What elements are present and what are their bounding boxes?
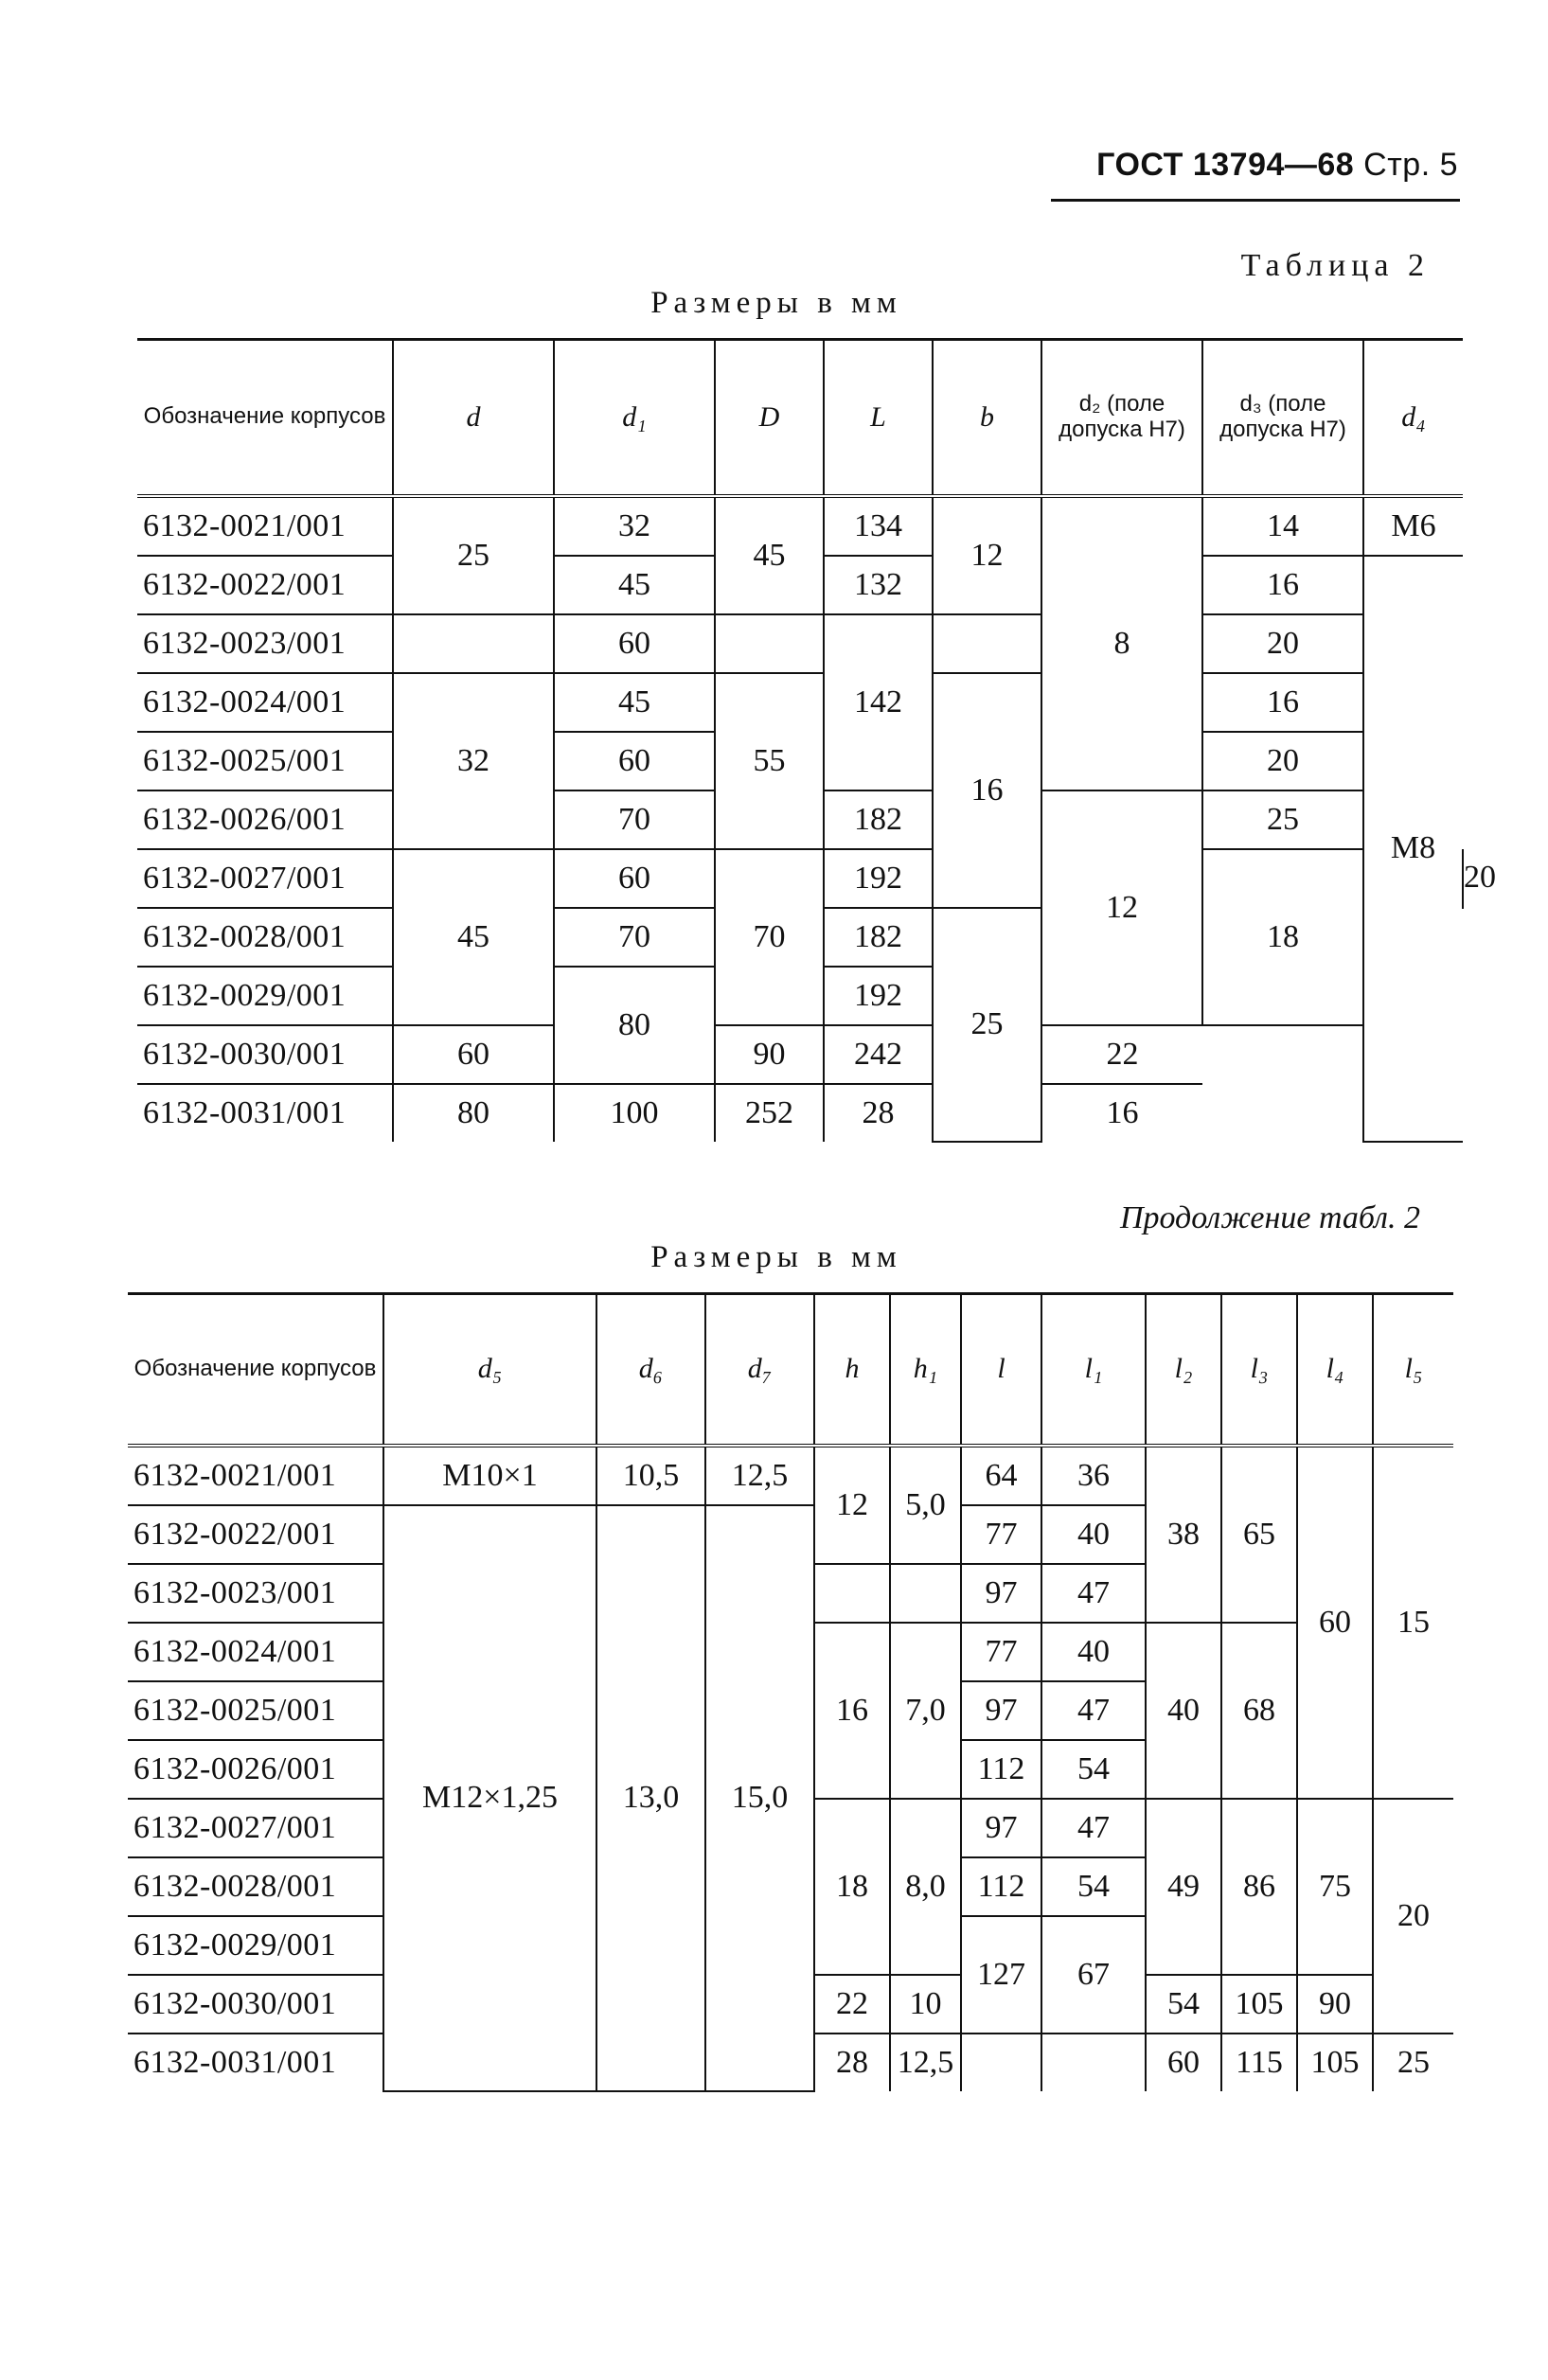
cell-L: 242 <box>824 1025 933 1084</box>
cell-d5: M10×1 <box>383 1446 596 1505</box>
header-l1: l₁ <box>1041 1294 1146 1446</box>
cell-h: 16 <box>814 1623 890 1799</box>
header-l: l <box>961 1294 1041 1446</box>
cell-d7: 12,5 <box>705 1446 814 1505</box>
header-name: Обозначение корпусов <box>137 340 393 496</box>
cell-l4: 75 <box>1297 1799 1373 1975</box>
cell-b: 12 <box>933 496 1041 614</box>
header-b: b <box>933 340 1041 496</box>
cell-D: 45 <box>715 496 824 614</box>
row-name: 6132-0028/001 <box>137 908 393 967</box>
header-d: d <box>393 340 554 496</box>
cell-d2: 8 <box>1041 496 1202 790</box>
cell-D: 90 <box>715 1025 824 1084</box>
cell-l3: 68 <box>1221 1623 1297 1799</box>
cell-l3: 105 <box>1221 1975 1297 2034</box>
header-L: L <box>824 340 933 496</box>
cell-h: 12 <box>814 1446 890 1564</box>
row-name: 6132-0029/001 <box>137 967 393 1025</box>
cell-L: 192 <box>824 967 933 1025</box>
cell-l1: 54 <box>1041 1857 1146 1916</box>
row-name: 6132-0027/001 <box>137 849 393 908</box>
cell-d1: 70 <box>554 790 715 849</box>
table1-caption: Таблица 2 <box>1240 248 1430 283</box>
cell-h1: 8,0 <box>890 1799 961 1975</box>
cell-l: 97 <box>961 1681 1041 1740</box>
row-name: 6132-0026/001 <box>137 790 393 849</box>
row-name: 6132-0027/001 <box>128 1799 383 1857</box>
row-name: 6132-0023/001 <box>128 1564 383 1623</box>
table2 <box>128 1292 1453 2092</box>
cell-d2: 12 <box>1041 790 1202 1025</box>
cell-d3: 25 <box>1202 790 1363 849</box>
page-header <box>1051 147 1458 184</box>
cell-d: 45 <box>393 849 554 1025</box>
cell-l3: 115 <box>1221 2034 1297 2091</box>
cell-d1: 70 <box>554 908 715 967</box>
cell-l2: 49 <box>1146 1799 1221 1975</box>
cell-l: 64 <box>961 1446 1041 1505</box>
cell-d: 25 <box>393 496 554 614</box>
row-name: 6132-0023/001 <box>137 614 393 673</box>
cell-l1: 40 <box>1041 1505 1146 1564</box>
cell-l: 77 <box>961 1505 1041 1564</box>
header-name: Обозначение корпусов <box>128 1294 383 1446</box>
cell-b: 22 <box>1041 1025 1202 1084</box>
cell-d6: 13,0 <box>596 1505 705 2091</box>
cell-d3: 20 <box>1202 614 1363 673</box>
cell-d4: M6 <box>1363 496 1463 556</box>
cell-b: 18 <box>1202 849 1363 1025</box>
cell-l2: 38 <box>1146 1446 1221 1623</box>
cell-h1 <box>890 1564 961 1623</box>
cell-L: 182 <box>824 790 933 849</box>
table2-units: Размеры в мм <box>650 1240 902 1274</box>
cell-h <box>814 1564 890 1623</box>
cell-L: 252 <box>715 1084 824 1142</box>
page-number: Стр. 5 <box>1363 147 1458 183</box>
row-name: 6132-0021/001 <box>137 496 393 556</box>
cell-l: 97 <box>961 1799 1041 1857</box>
row-name: 6132-0021/001 <box>128 1446 383 1505</box>
cell-d3: 16 <box>1202 673 1363 732</box>
cell-l4: 90 <box>1297 1975 1373 2034</box>
cell-h1: 10 <box>890 1975 961 2034</box>
cell-l <box>961 2034 1041 2091</box>
cell-l: 77 <box>961 1623 1041 1681</box>
row-name: 6132-0030/001 <box>128 1975 383 2034</box>
cell-l1: 67 <box>1041 1916 1146 2034</box>
row-name: 6132-0028/001 <box>128 1857 383 1916</box>
cell-d6: 10,5 <box>596 1446 705 1505</box>
row-name: 6132-0022/001 <box>137 556 393 614</box>
header-d2: d₂ (поле допуска H7) <box>1041 340 1202 496</box>
cell-l: 97 <box>961 1564 1041 1623</box>
cell-d4: M8 <box>1363 556 1463 1142</box>
cell-l1: 47 <box>1041 1564 1146 1623</box>
cell-l1: 47 <box>1041 1799 1146 1857</box>
cell-h: 22 <box>814 1975 890 2034</box>
cell-d1: 60 <box>554 732 715 790</box>
row-name: 6132-0022/001 <box>128 1505 383 1564</box>
header-d4: d₄ <box>1363 340 1463 496</box>
cell-l2: 54 <box>1146 1975 1221 2034</box>
cell-D <box>715 614 824 673</box>
cell-l5: 20 <box>1373 1799 1453 2034</box>
header-d7: d₇ <box>705 1294 814 1446</box>
cell-d7: 15,0 <box>705 1505 814 2091</box>
cell-h1: 7,0 <box>890 1623 961 1799</box>
row-name: 6132-0025/001 <box>137 732 393 790</box>
cell-d1: 60 <box>554 614 715 673</box>
cell-l: 112 <box>961 1857 1041 1916</box>
row-name: 6132-0024/001 <box>128 1623 383 1681</box>
cell-d5: M12×1,25 <box>383 1505 596 2091</box>
row-name: 6132-0024/001 <box>137 673 393 732</box>
cell-l3: 86 <box>1221 1799 1297 1975</box>
cell-b <box>933 614 1041 673</box>
cell-d1: 32 <box>554 496 715 556</box>
cell-l1 <box>1041 2034 1146 2091</box>
cell-l5: 25 <box>1373 2034 1453 2091</box>
cell-L: 142 <box>824 614 933 790</box>
cell-h: 18 <box>814 1799 890 1975</box>
cell-l: 112 <box>961 1740 1041 1799</box>
cell-d: 32 <box>393 673 554 849</box>
cell-l1: 36 <box>1041 1446 1146 1505</box>
cell-D: 70 <box>715 849 824 1025</box>
cell-d3: 14 <box>1202 496 1363 556</box>
cell-l5: 15 <box>1373 1446 1453 1799</box>
row-name: 6132-0031/001 <box>137 1084 393 1142</box>
header-l2: l₂ <box>1146 1294 1221 1446</box>
header-l5: l₅ <box>1373 1294 1453 1446</box>
cell-D: 100 <box>554 1084 715 1142</box>
row-name: 6132-0029/001 <box>128 1916 383 1975</box>
cell-l4: 60 <box>1297 1446 1373 1799</box>
cell-h1: 5,0 <box>890 1446 961 1564</box>
cell-d <box>393 614 554 673</box>
cell-L: 182 <box>824 908 933 967</box>
header-l4: l₄ <box>1297 1294 1373 1446</box>
cell-l2: 60 <box>1146 2034 1221 2091</box>
cell-l: 127 <box>961 1916 1041 2034</box>
header-h1: h₁ <box>890 1294 961 1446</box>
header-d1: d₁ <box>554 340 715 496</box>
cell-l4: 105 <box>1297 2034 1373 2091</box>
cell-l1: 54 <box>1041 1740 1146 1799</box>
cell-l2: 40 <box>1146 1623 1221 1799</box>
cell-d3: 20 <box>1202 732 1363 790</box>
header-h: h <box>814 1294 890 1446</box>
table1-units: Размеры в мм <box>650 286 902 320</box>
cell-l1: 40 <box>1041 1623 1146 1681</box>
header-d6: d₆ <box>596 1294 705 1446</box>
cell-h: 28 <box>814 2034 890 2091</box>
cell-d1: 45 <box>554 556 715 614</box>
cell-L: 132 <box>824 556 933 614</box>
header-d3: d₃ (поле допуска H7) <box>1202 340 1363 496</box>
cell-L: 134 <box>824 496 933 556</box>
cell-d: 80 <box>393 1084 554 1142</box>
cell-d1: 80 <box>554 967 715 1084</box>
row-name: 6132-0026/001 <box>128 1740 383 1799</box>
row-name: 6132-0030/001 <box>137 1025 393 1084</box>
cell-b: 28 <box>824 1084 933 1142</box>
row-name: 6132-0031/001 <box>128 2034 383 2091</box>
cell-l3: 65 <box>1221 1446 1297 1623</box>
header-D: D <box>715 340 824 496</box>
table2-caption: Продолжение табл. 2 <box>1119 1200 1420 1235</box>
standard-number: ГОСТ 13794—68 <box>1096 147 1355 183</box>
cell-L: 192 <box>824 849 933 908</box>
row-name: 6132-0025/001 <box>128 1681 383 1740</box>
cell-d2: 16 <box>1041 1084 1202 1142</box>
cell-D: 55 <box>715 673 824 849</box>
table1: Обозначение корпусов d d₁ D L b d₂ (поле допуска H7) d₃ (поле допуска H7) d₄ 6132-0021/001 25 32 45 134 12 8 14 M6 6132-0022/001 45 132 16 M8 6132-0023/001 60 142 20 6132-0024/001 32 45 55 16 16 6132-0025/001 60 20 6132-0026/001 70 182 12 25 6132-0027/001 45 60 70 192 18 20 6132-0028/001 70 182 25 6132-0029/001 80 192 6132-0030/001 60 90 242 22 6132-0031/001 80 100 252 28 16 <box>137 338 1463 1143</box>
cell-d3: 25 <box>933 908 1041 1142</box>
header-l3: l₃ <box>1221 1294 1297 1446</box>
cell-h1: 12,5 <box>890 2034 961 2091</box>
header-rule <box>1051 199 1460 202</box>
cell-l1: 47 <box>1041 1681 1146 1740</box>
cell-d1: 60 <box>554 849 715 908</box>
cell-d1: 45 <box>554 673 715 732</box>
cell-d: 60 <box>393 1025 554 1084</box>
cell-d3: 16 <box>1202 556 1363 614</box>
header-d5: d₅ <box>383 1294 596 1446</box>
cell-b: 16 <box>933 673 1041 908</box>
